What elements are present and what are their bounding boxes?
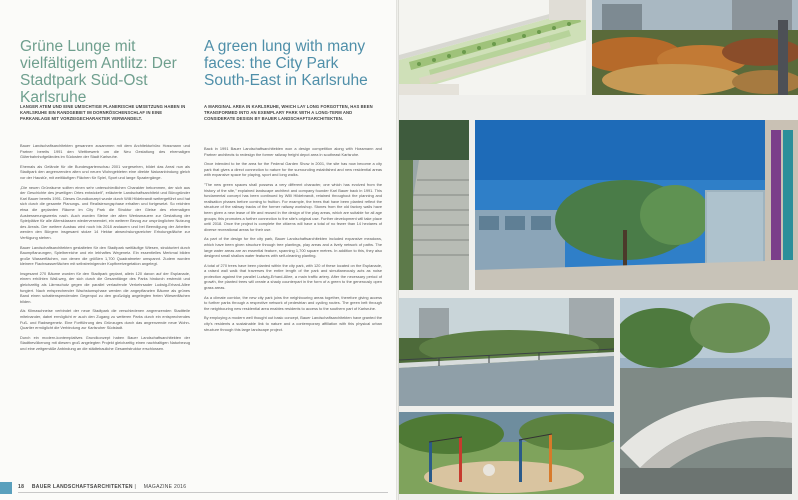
footbridge-image [399,298,614,406]
site-plan-photo [399,0,586,95]
playground-image [399,412,614,494]
footer [18,484,186,490]
german-paragraph: „Die neuen Grünräume sollten einen sehr unterschiedlichen Charakter bekommen, der sich aus der Geschichte des jeweiligen Ortes entwickelt", erläuterte Landschaftsarchitekt und Bürogründer Karl Bauer bereits 1991. Dieses Grundkonzept wurde durch Willi Hildebrandt weitergeführt und hat sich durch die gesamte Planungs- und Realisierungsphase erhalten und fortgesetzt. So reichten etwa die geplanten Räume im City Park die Struktur der Gleise des ehemaligen Ausbesserungswerks nach. Auch wurden Steine der alten Werksmauern zur Gestaltung der Spielplätze für alle Altersklassen wiederverwendet, ein weiterer Bezug zur ursprünglichen Nutzung des Areals. Der weitere Ausbau wird noch bis 2018 andauern und bei Beendigung der Arbeiten werden den Bürgern insgesamt stolze 14 Hektar abwechslungsreicher Erholungsfläche zur Verfügung stehen. [20,184,190,240]
page-number: 18 [18,484,25,490]
autumn-planting-photo [592,0,798,95]
english-title: A green lung with many faces: the City Park South-East in Karlsruhe [204,38,368,90]
german-paragraph: Bauer Landschaftsarchitekten gewannen zusammen mit dem Architekturbüro Hossmann und Partner bereits 1991 den Wettbewerb um die Neu Gestaltung des ehemaligen Güterbahnhofgeländes im Südosten der Stadt Karlsruhe. [20,143,190,160]
footer-accent-square [0,482,12,494]
german-paragraph: Als Klimaschneise verbindet der neue Stadtpark die verschiedenen angrenzenden Stadtteile miteinander, dabei ermöglicht er auch den Zugang zu weiteren Parks durch ein entsprechendes Fuß- und Radwegenetz. Eine Fortführung des Grünzuges durch das angrenzende neue Wohn-Quartier ermöglicht die Verbindung zur Karlsruher Südstadt. [20,308,190,331]
curved-bench-image [620,298,792,494]
english-paragraph: As part of the design for the city park, Bauer Landschaftsarchitekten included expansive meadows, which have been given structure through tree plantings, play areas and a lively network of paths. The large water areas are an essential feature, spanning 1,700 square metres. In addition to this, they also designed small shallow water features with self-cleaning planting. [204,236,382,259]
english-body [204,146,382,336]
playground-photo [399,412,614,494]
footbridge-photo [399,298,614,406]
glass-building-image [475,120,798,290]
german-paragraph: Insgesamt 270 Bäume wurden für den Stadtpark geplant, allein 120 davon auf der Esplanade, einem erhöhten Wall-weg, der sich durch die Gesamtlänge des Parks hindurch erstreckt und gleichzeitig als Lärmschutz gegen die parallel verlaufende Verkehrsader Ludwig-Erhard-Allee fungiert. Nach entsprechender Wachstumsphase werden die angepflanzten Bäume als grünes Band einen schattenspendenden Gegenpol zu den großzügig angelegten freien Wiesenflächen bilden. [20,270,190,304]
english-paragraph: Back in 1991 Bauer Landschaftsarchitekten won a design competition along with Hossmann and Partner architects to redesign the former railway freight depot area in southeast Karlsruhe. [204,146,382,157]
glass-building-photo [475,120,798,290]
english-paragraph: A total of 270 trees have been planted within the city park, with 120 of these located on the Esplanade, a raised wall walk that traverses the entire length of the park and simultaneously acts as noise protection against the parallel Ludwig-Erhard-Allee, a main traffic artery. After the necessary period of growth, the planted trees will create a shady counterpart in the form of a green to the generously open grass areas. [204,262,382,291]
curved-bench-photo [620,298,792,494]
magazine-issue: MAGAZINE 2016 [143,484,187,490]
site-plan-drawing [399,0,586,95]
german-paragraph: Durch ein modern-kontemplatives Grundkonzept haben Bauer Landschaftsarchitekten der Stadtbevölkerung mit diesem groß angelegten Projekt gleichzeitig einen nachhaltigen Naturbezug und eine zeitgemäße Anbindung an die städtebauliche Gesamtstruktur erschlossen. [20,334,190,351]
footer-rule [18,492,388,493]
german-paragraph: Ehemals als Gelände für die Bundesgartenschau 2001 vorgesehen, bildet das Areal nun als Stadtpark den angrenzenden alten und neuen Wohngebieten eine direkte Naturanbindung gleich vor der Haustür, mit weitläufigen Flächen für Spiel, Sport und lange Spaziergänge. [20,163,190,180]
german-title: Grüne Lunge mit vielfältigem Antlitz: Der Stadtpark Süd-Ost Karlsruhe [20,38,177,107]
english-paragraph: Once intended to be the area for the Federal Garden Show in 2001, the site has now become a city park that gives a direct connection to nature for the surrounding established and new residential areas with expansive space for playing, sport and long walks. [204,161,382,178]
english-lead: A MARGINAL AREA IN KARLSRUHE, WHICH LAY LONG FORGOTTEN, HAS BEEN TRANSFORMED INTO AN EXEMPLARY PARK WITH A LONG-TERM AND CONSIDERATE DESIGN BY BAUER LANDSCHAFTSARCHITEKTEN. [204,104,373,121]
right-page [399,0,798,500]
english-paragraph: "The new green spaces shall possess a very different character, one which has evolved from the history of the site," explained landscape architect and company founder Karl Bauer back in 1991. This fundamental concept has been continued by Willi Hildebrandt, retained throughout the planning and realisation phases before coming to fruition. For example, the trees that have been planted reflect the structure of the railway tracks of the former railway workshop. Stones from the old factory walls have been given a new lease of life and reused in the design of the play areas, which are suitable for all age groups; this promotes a further connection to the site's original use. Further development will take place until 2018. Once the project is complete the citizens will have a total of no fewer than 14 hectares of diverse recreational areas for their use. [204,181,382,232]
german-paragraph: Bauer Landschaftsarchitekten gestalteten für den Stadtpark weitläufige Wiesen, strukturiert durch Baumpflanzungen, Spielbereiche und ein lebhaftes Wegenetz. Ein essentielles Merkmal bilden große Wasserflächen, von denen die größten 1,700 Quadratmeter umspannt. Zudem wurden kleinere Flachwasserflächen mit selbstreinigender Kopfbeetvegetation angelegt. [20,244,190,267]
footer-separator: | [134,484,137,490]
english-paragraph: By employing a modern well thought out basic concept, Bauer Landschaftsarchitekten have granted the city's residents a sustainable link to nature and a contemporary affiliation with this physical urban structure through this large landscape project. [204,315,382,332]
german-lead: LANGER ATEM UND EINE UMSICHTIGE PLANERISCHE UMSETZUNG HABEN IN KARLSRUHE EIN RANDGEBIET IM DORNRÖSCHENSCHLAF IN EINE PARKANLAGE MIT VORZEIGECHARAKTER VERWANDELT. [20,104,186,121]
english-paragraph: As a climate corridor, the new city park joins the neighbouring areas together, therefore giving access to further parks through a respective network of pedestrian and cycling routes. The green belt through the neighbouring new residential area enables residents to access to the southern part of Karlsruhe. [204,294,382,311]
stairs-path-image [399,120,469,290]
left-page [0,0,396,500]
stairs-path-photo [399,120,469,290]
publisher-name: BAUER LANDSCHAFTSARCHITEKTEN [31,484,133,490]
autumn-planting-image [592,0,798,95]
german-body [20,143,190,356]
